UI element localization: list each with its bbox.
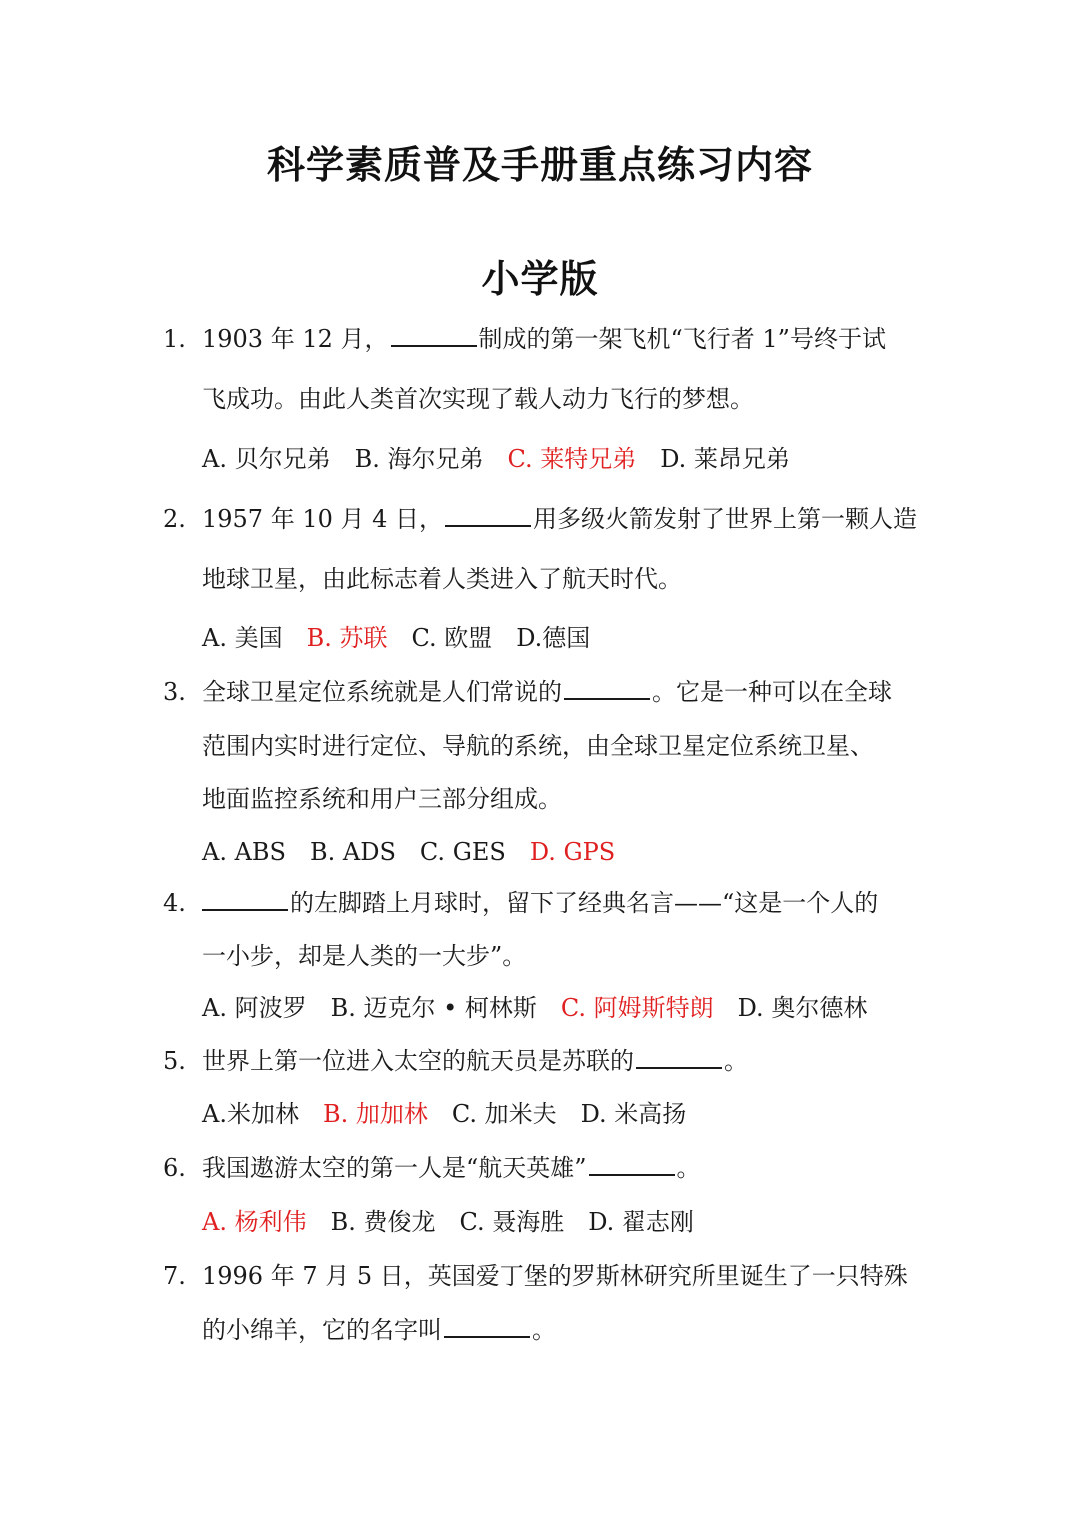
question-3-blank bbox=[564, 676, 650, 700]
question-1-option-a: A. 贝尔兄弟 bbox=[202, 445, 331, 473]
question-2-number: 2. bbox=[163, 505, 186, 533]
question-5-options bbox=[202, 1098, 710, 1130]
question-3-options bbox=[202, 836, 639, 868]
question-3-text-post: 。它是一种可以在全球 bbox=[652, 678, 892, 706]
question-5-number: 5. bbox=[163, 1047, 186, 1075]
question-3-line-1 bbox=[202, 676, 892, 708]
question-4-text-post: 的左脚踏上月球时，留下了经典名言——“这是一个人的 bbox=[290, 889, 879, 917]
question-6-number: 6. bbox=[163, 1154, 186, 1182]
question-6-options bbox=[202, 1206, 718, 1238]
question-5-line-1 bbox=[202, 1045, 748, 1077]
question-6-text-post: 。 bbox=[676, 1154, 701, 1182]
question-1-options bbox=[202, 443, 814, 475]
question-4-option-c-correct: C. 阿姆斯特朗 bbox=[560, 994, 714, 1022]
question-6-option-b: B. 费俊龙 bbox=[330, 1208, 436, 1236]
question-4-options bbox=[202, 992, 891, 1024]
question-7-number: 7. bbox=[163, 1262, 186, 1290]
question-7-text-post: 。 bbox=[532, 1316, 556, 1344]
question-3-option-a: A. ABS bbox=[202, 838, 286, 866]
question-4-option-b: B. 迈克尔 • 柯林斯 bbox=[330, 994, 537, 1022]
question-4-line-1 bbox=[202, 887, 878, 919]
question-7-text-pre: 的小绵羊，它的名字叫 bbox=[202, 1316, 442, 1344]
question-3-option-c: C. GES bbox=[419, 838, 506, 866]
question-3-option-d-correct: D. GPS bbox=[529, 838, 616, 866]
question-2-line-1 bbox=[202, 503, 917, 535]
question-2-option-c: C. 欧盟 bbox=[411, 624, 493, 652]
question-4-number: 4. bbox=[163, 889, 186, 917]
question-6-option-c: C. 聂海胜 bbox=[459, 1208, 565, 1236]
question-7-line-2 bbox=[202, 1314, 556, 1346]
question-1-text-post: 制成的第一架飞机“飞行者 1”号终于试 bbox=[478, 325, 886, 353]
question-1-line-1 bbox=[202, 323, 886, 355]
question-1-option-c-correct: C. 莱特兄弟 bbox=[507, 445, 637, 473]
question-2-option-b-correct: B. 苏联 bbox=[306, 624, 388, 652]
question-5-blank bbox=[636, 1045, 722, 1069]
question-1-number: 1. bbox=[163, 325, 186, 353]
question-3-line-3: 地面监控系统和用户三部分组成。 bbox=[202, 785, 562, 813]
question-3-text-pre: 全球卫星定位系统就是人们常说的 bbox=[202, 678, 562, 706]
question-2-line-2: 地球卫星，由此标志着人类进入了航天时代。 bbox=[202, 565, 682, 593]
question-2-text-post: 用多级火箭发射了世界上第一颗人造 bbox=[533, 505, 918, 533]
question-2-option-d: D.德国 bbox=[516, 624, 591, 652]
question-6-option-a-correct: A. 杨利伟 bbox=[202, 1208, 307, 1236]
question-4-option-a: A. 阿波罗 bbox=[202, 994, 307, 1022]
question-5-option-d: D. 米高扬 bbox=[580, 1100, 687, 1128]
question-3-line-2: 范围内实时进行定位、导航的系统，由全球卫星定位系统卫星、 bbox=[202, 732, 874, 760]
question-3-option-b: B. ADS bbox=[310, 838, 396, 866]
question-1-line-2: 飞成功。由此人类首次实现了载人动力飞行的梦想。 bbox=[202, 385, 754, 413]
question-6-text-pre: 我国遨游太空的第一人是“航天英雄” bbox=[202, 1154, 587, 1182]
question-1-option-b: B. 海尔兄弟 bbox=[354, 445, 484, 473]
question-7-blank bbox=[444, 1314, 530, 1338]
question-4-blank bbox=[202, 887, 288, 911]
question-5-option-b-correct: B. 加加林 bbox=[322, 1100, 428, 1128]
question-5-option-a: A.米加林 bbox=[202, 1100, 299, 1128]
question-4-option-d: D. 奥尔德林 bbox=[737, 994, 868, 1022]
question-2-blank bbox=[445, 503, 531, 527]
question-6-line-1 bbox=[202, 1152, 701, 1184]
page-subtitle: 小学版 bbox=[481, 257, 599, 301]
question-5-text-post: 。 bbox=[724, 1047, 748, 1075]
question-2-option-a: A. 美国 bbox=[202, 624, 283, 652]
question-6-blank bbox=[589, 1152, 675, 1176]
question-4-line-2: 一小步，却是人类的一大步”。 bbox=[202, 942, 527, 970]
question-5-option-c: C. 加米夫 bbox=[451, 1100, 557, 1128]
question-2-options bbox=[202, 622, 614, 654]
question-3-number: 3. bbox=[163, 678, 186, 706]
question-1-text-pre: 1903 年 12 月， bbox=[202, 325, 389, 353]
question-7-line-1: 1996 年 7 月 5 日，英国爱丁堡的罗斯林研究所里诞生了一只特殊 bbox=[202, 1262, 908, 1290]
question-1-blank bbox=[391, 323, 477, 347]
question-6-option-d: D. 翟志刚 bbox=[588, 1208, 694, 1236]
question-2-text-pre: 1957 年 10 月 4 日， bbox=[202, 505, 444, 533]
page-title: 科学素质普及手册重点练习内容 bbox=[266, 143, 813, 187]
question-5-text-pre: 世界上第一位进入太空的航天员是苏联的 bbox=[202, 1047, 634, 1075]
question-1-option-d: D. 莱昂兄弟 bbox=[660, 445, 790, 473]
